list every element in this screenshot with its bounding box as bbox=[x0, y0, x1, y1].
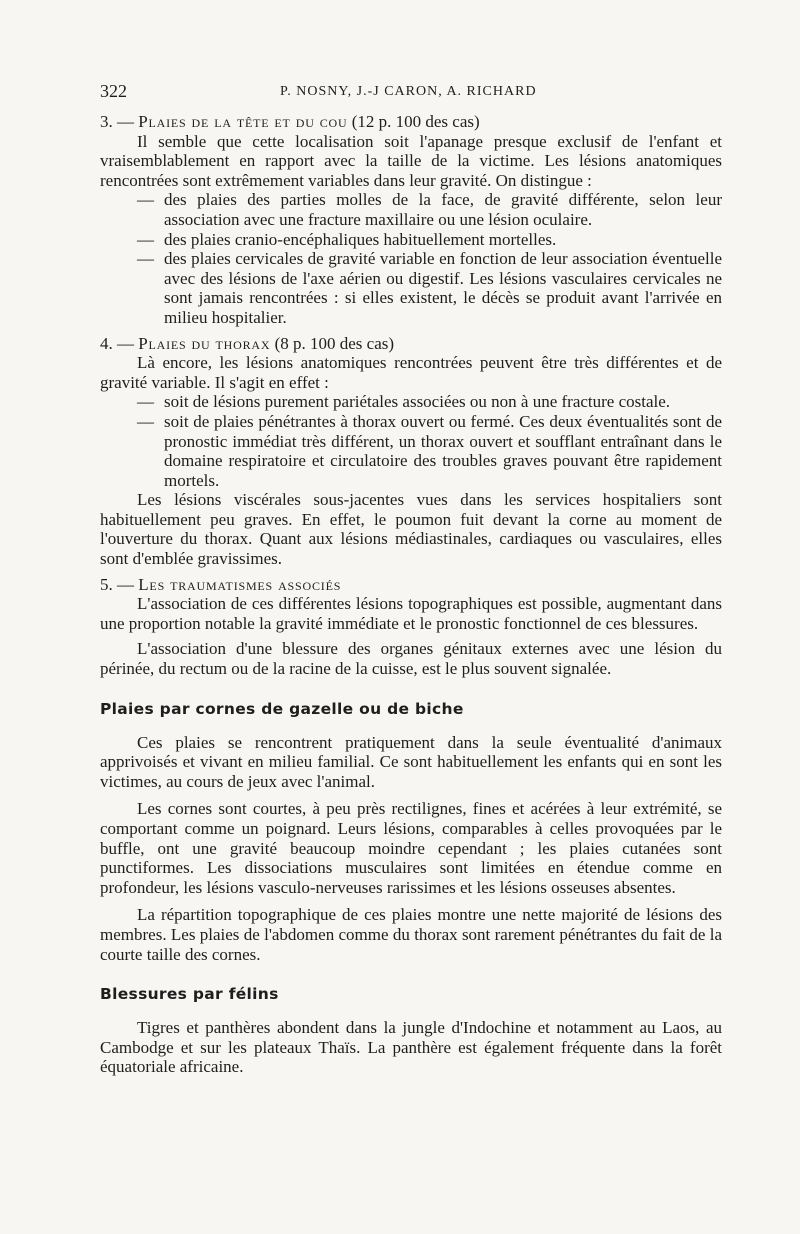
page bbox=[100, 76, 722, 1077]
heading-gazelle: Plaies par cornes de gazelle ou de biche bbox=[100, 699, 464, 718]
section-stat: (12 p. 100 des cas) bbox=[351, 112, 480, 131]
paragraph: Tigres et panthères abondent dans la jungle d'Indochine et notamment au Laos, au Cambodge et sur les plateaux Thaïs. La panthère est également fréquente dans la forêt équatoriale africaine. bbox=[100, 1018, 722, 1077]
page-number: 322 bbox=[100, 81, 127, 101]
paragraph: La répartition topographique de ces plaies montre une nette majorité de lésions des membres. Les plaies de l'abdomen comme du thorax sont rarement pénétrantes du fait de la courte taille des cornes. bbox=[100, 905, 722, 964]
paragraph: Les cornes sont courtes, à peu près rectilignes, fines et acérées à leur extrémité, se comportant comme un poignard. Leurs lésions, comparables à celles provoquées par le buffle, ont une gravité beaucoup moindre cependant ; les plaies cutanées sont punctiformes. Les dissociations musculaires sont limitées en étendue comme en profondeur, les lésions vasculo-nerveuses rarissimes et les lésions osseuses absentes. bbox=[100, 799, 722, 897]
paragraph: L'association de ces différentes lésions topographiques est possible, augmentant dans une proportion notable la gravité immédiate et le pronostic fonctionnel de ces blessures. bbox=[100, 594, 722, 633]
section-title: Plaies de la tête et du cou bbox=[138, 112, 348, 131]
section-title: Plaies du thorax bbox=[138, 333, 271, 353]
paragraph: Ces plaies se rencontrent pratiquement dans la seule éventualité d'animaux apprivoisés et vivant en milieu familial. Ce sont habituellement les enfants qui en sont les victimes, au cours de jeux avec l'animal. bbox=[100, 732, 722, 791]
section-number: 4. — bbox=[100, 333, 134, 353]
list-item: — des plaies cranio-encéphaliques habituellement mortelles. bbox=[137, 229, 557, 249]
section-title: Les traumatismes associés bbox=[138, 574, 342, 594]
list bbox=[100, 190, 722, 327]
section-stat: (8 p. 100 des cas) bbox=[274, 333, 395, 353]
running-head: P. NOSNY, J.-J CARON, A. RICHARD bbox=[280, 84, 537, 99]
section-5-heading bbox=[100, 575, 722, 595]
list-item: — des plaies cervicales de gravité variable en fonction de leur association éventuelle avec des lésions de l'axe aérien ou digestif. Les lésions vasculaires cervicales ne sont jamais rencontrées : si elles existent, le décès se produit avant l'arrivée en milieu hospitalier. bbox=[137, 249, 722, 327]
paragraph: Il semble que cette localisation soit l'apanage presque exclusif de l'enfant et vraisemblablement en rapport avec la taille de la victime. Les lésions anatomiques rencontrées sont extrêmement variables dans leur gravité. On distingue : bbox=[100, 131, 722, 190]
paragraph: Là encore, les lésions anatomiques rencontrées peuvent être très différentes et de gravité variable. Il s'agit en effet : bbox=[100, 353, 722, 392]
section-3-heading bbox=[100, 112, 722, 132]
heading-felins: Blessures par félins bbox=[100, 985, 279, 1004]
list-item: — soit de plaies pénétrantes à thorax ouvert ou fermé. Ces deux éventualités sont de pronostic immédiat très différent, un thorax ouvert et soufflant entraînant dans le domaine respiratoire et circulatoire des troubles graves pouvant être rapidement mortels. bbox=[137, 411, 722, 490]
paragraph: Les lésions viscérales sous-jacentes vues dans les services hospitaliers sont habituellement peu graves. En effet, le poumon fuit devant la corne au moment de l'ouverture du thorax. Quant aux lésions médiastinales, cardiaques ou vasculaires, elles sont d'emblée gravissimes. bbox=[100, 490, 722, 569]
page-header bbox=[100, 76, 722, 112]
list bbox=[100, 392, 722, 490]
list-item: — des plaies des parties molles de la face, de gravité différente, selon leur association avec une fracture maxillaire ou une lésion oculaire. bbox=[137, 190, 722, 229]
paragraph: L'association d'une blessure des organes génitaux externes avec une lésion du périnée, du rectum ou de la racine de la cuisse, est le plus souvent signalée. bbox=[100, 639, 722, 679]
section-4-heading bbox=[100, 334, 722, 354]
section-number: 5. — bbox=[100, 574, 134, 594]
list-item: — soit de lésions purement pariétales associées ou non à une fracture costale. bbox=[137, 392, 671, 412]
section-number: 3. — bbox=[100, 112, 134, 131]
